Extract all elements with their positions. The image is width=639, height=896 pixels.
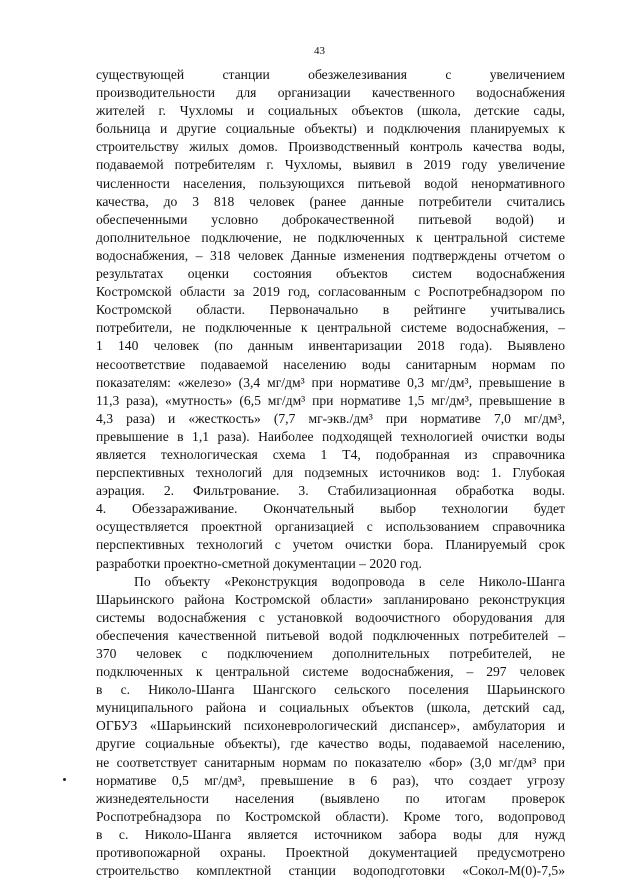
paragraph-water-treatment-chukhloma	[96, 66, 565, 573]
text-line: Костромской области. Первоначально в рейтинге учитывались	[96, 302, 565, 318]
text-line: другие социальные объекты), где качество воды, подаваемой населению,	[96, 736, 565, 752]
text-line: Шарьинского района Костромской области» запланировано реконструкция	[96, 591, 565, 607]
text-line: аэрация. 2. Фильтрование. 3. Стабилизационная обработка воды.	[96, 483, 565, 499]
text-line: разработки проектно-сметной документации – 2020 год.	[96, 555, 422, 571]
text-line: численности населения, пользующихся питьевой водой ненормативного	[96, 175, 565, 191]
text-line: не соответствует санитарным нормам по показателю «бор» (3,0 мг/дм³ при	[96, 754, 565, 770]
text-line: качества, до 3 818 человек (ранее данные потребители считались	[96, 193, 565, 209]
text-line: несоответствие подаваемой населению воды санитарным нормам по	[96, 356, 565, 372]
text-line: 370 человек с подключением дополнительных потребителей, не	[96, 646, 565, 661]
document-body	[96, 66, 565, 880]
text-line: является технологическая схема 1 Т4, подобранная из справочника	[96, 446, 565, 462]
text-line: водоснабжения, – 318 человек Данные изменения подтверждены отчетом о	[96, 247, 565, 263]
text-line: 11,3 раза), «мутность» (6,5 мг/дм³ при нормативе 1,5 мг/дм³, превышение в	[96, 392, 565, 408]
text-line: подключенных к центральной системе водоснабжения, – 297 человек	[96, 664, 565, 680]
text-line: 4. Обеззараживание. Окончательный выбор технологии будет	[96, 501, 565, 517]
text-line: строительству жилых домов. Производственный контроль качества воды,	[96, 139, 565, 155]
text-line: перспективных технологий для подземных источников вод: 1. Глубокая	[96, 465, 565, 481]
text-line: жителей г. Чухломы и социальных объектов (школа, детские сады,	[96, 103, 565, 119]
text-line: перспективных технологий с учетом очистки бора. Планируемый срок	[96, 537, 565, 553]
scan-dot-mark	[63, 778, 66, 781]
text-line: обеспечения качественной питьевой водой подключенных потребителей –	[96, 627, 565, 643]
text-line: нормативе 0,5 мг/дм³, превышение в 6 раз), что создает угрозу	[96, 772, 565, 788]
text-line: жизнедеятельности населения (выявлено по итогам проверок	[96, 790, 565, 806]
text-line: обеспеченными условно доброкачественной питьевой водой) и	[96, 211, 565, 227]
text-line: противопожарной охраны. Проектной документацией предусмотрено	[96, 845, 565, 861]
text-line: результатах оценки состояния объектов систем водоснабжения	[96, 266, 565, 282]
text-line: Костромской области за 2019 год, согласованным с Роспотребнадзором по	[96, 284, 565, 300]
text-line: превышение в 1,1 раза). Наиболее подходящей технологией очистки воды	[96, 428, 565, 444]
text-line: системы водоснабжения с установкой водоочистного оборудования для	[96, 609, 565, 625]
text-line: в с. Николо-Шанга является источником забора воды для нужд	[96, 826, 565, 842]
text-line: в с. Николо-Шанга Шангского сельского поселения Шарьинского	[96, 682, 565, 698]
text-line: потребители, не подключенные к центральной системе водоснабжения, –	[96, 320, 565, 336]
text-line: Роспотребнадзора по Костромской области). Кроме того, водопровод	[96, 808, 565, 824]
paragraph-water-supply-nikolo-shanga	[96, 573, 565, 881]
text-line: показателям: «железо» (3,4 мг/дм³ при нормативе 0,3 мг/дм³, превышение в	[96, 374, 565, 390]
text-line: 4,3 раза) и «жесткость» (7,7 мг-экв./дм³ при нормативе 7,0 мг/дм³,	[96, 410, 565, 426]
text-line: 1 140 человек (по данным инвентаризации 2018 года). Выявлено	[96, 338, 565, 354]
text-line: дополнительное подключение, не подключенных к центральной системе	[96, 229, 565, 245]
text-line: строительство комплектной станции водоподготовки «Сокол-М(0)-7,5»	[96, 863, 565, 879]
text-line: осуществляется проектной организацией с использованием справочника	[96, 519, 565, 535]
text-line: производительности для организации качественного водоснабжения	[96, 85, 565, 101]
text-line: По объекту «Реконструкция водопровода в селе Николо-Шанга	[134, 573, 565, 589]
text-line: больница и другие социальные объекты) и подключения планируемых к	[96, 121, 565, 137]
text-line: существующей станции обезжелезивания с увеличением	[96, 67, 565, 82]
page-number: 43	[314, 45, 325, 57]
text-line: муниципального района и социальных объектов (школа, детский сад,	[96, 700, 565, 716]
text-line: подаваемой потребителям г. Чухломы, выявил в 2019 году увеличение	[96, 157, 565, 173]
text-line: ОГБУЗ «Шарьинский психоневрологический диспансер», амбулатория и	[96, 718, 565, 734]
